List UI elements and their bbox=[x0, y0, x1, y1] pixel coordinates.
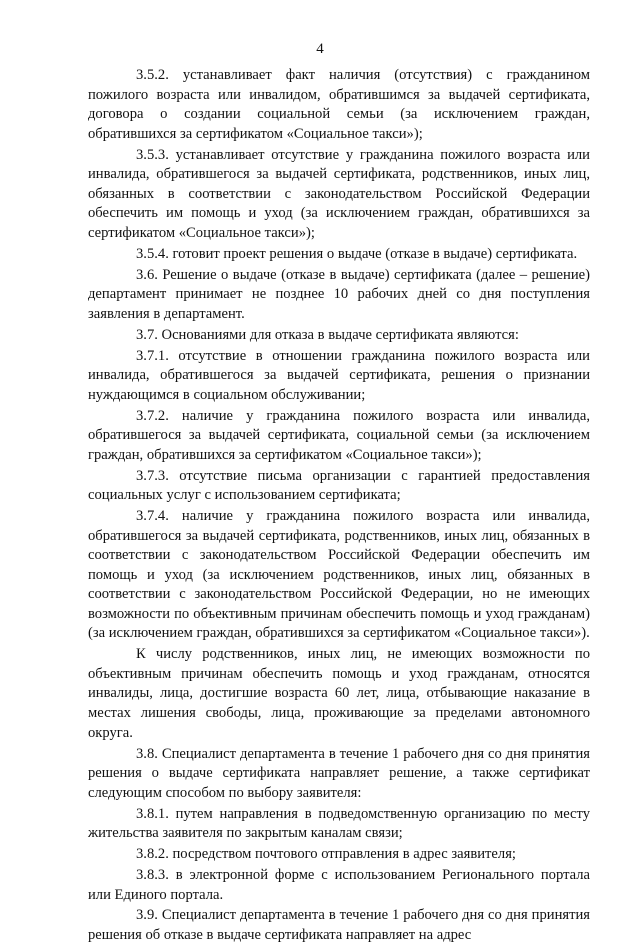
paragraph-3-8-2: 3.8.2. посредством почтового отправления в адрес заявителя; bbox=[136, 846, 516, 863]
paragraph-3-7-2: 3.7.2. наличие у гражданина пожилого возраста или инвалида, обратившегося за выдачей сертификата, социальной семьи (за исключением граждан, обратившихся за сертификатом «Социальное такси»); bbox=[88, 407, 590, 463]
paragraph-3-7-4: 3.7.4. наличие у гражданина пожилого возраста или инвалида, обратившегося за выдачей сертификата, родственников, иных лиц, обязанных в соответствии с законодательством Российской Федерации обеспечить им помощь и уход (за исключением родственников, иных лиц, обязанных в соответствии с законодательством Российской Федерации, но не имеющих возможности по объективным причинам обеспечить помощь и уход гражданам) (за исключением граждан, обратившихся за сертификатом «Социальное такси»). bbox=[88, 508, 590, 642]
paragraph-3-8: 3.8. Специалист департамента в течение 1 рабочего дня со дня принятия решения о выдаче сертификата направляет решение, а также сертификат следующим способом по выбору заявителя: bbox=[88, 745, 590, 801]
paragraph-3-8-1: 3.8.1. путем направления в подведомственную организацию по месту жительства заявителя по закрытым каналам связи; bbox=[88, 805, 590, 842]
paragraph-3-7-3: 3.7.3. отсутствие письма организации с гарантией предоставления социальных услуг с использованием сертификата; bbox=[88, 467, 590, 504]
paragraph-3-5-3: 3.5.3. устанавливает отсутствие у гражданина пожилого возраста или инвалида, обратившегося за выдачей сертификата, родственников, иных лиц, обязанных в соответствии с законодательством Российской Федерации обеспечить им помощь и уход (за исключением граждан, обратившихся за сертификатом «Социальное такси»); bbox=[88, 146, 590, 241]
paragraph-3-5-2: 3.5.2. устанавливает факт наличия (отсутствия) с гражданином пожилого возраста или инвалидом, обратившимся за выдачей сертификата, договора о создании социальной семьи (за исключением граждан, обратившихся за сертификатом «Социальное такси»); bbox=[88, 67, 590, 142]
paragraph-3-5-4: 3.5.4. готовит проект решения о выдаче (отказе в выдаче) сертификата. bbox=[136, 245, 578, 262]
paragraph-3-9: 3.9. Специалист департамента в течение 1 рабочего дня со дня принятия решения об отказе в выдаче сертификата направляет на адрес bbox=[88, 907, 590, 943]
paragraph-3-7: 3.7. Основаниями для отказа в выдаче сертификата являются: bbox=[136, 326, 519, 343]
page-number: 4 bbox=[316, 41, 324, 57]
paragraph-3-6: 3.6. Решение о выдаче (отказе в выдаче) сертификата (далее – решение) департамент принимает не позднее 10 рабочих дней со дня поступления заявления в департамент. bbox=[88, 266, 590, 322]
document-body bbox=[88, 66, 590, 947]
paragraph-relatives-note: К числу родственников, иных лиц, не имеющих возможности по объективным причинам обеспечить помощь и уход гражданам, относятся инвалиды, лица, достигшие возраста 60 лет, лица, отбывающие наказание в местах лишения свободы, лица, проживающие за пределами автономного округа. bbox=[88, 646, 590, 741]
paragraph-3-8-3: 3.8.3. в электронной форме с использованием Регионального портала или Единого портала. bbox=[88, 866, 590, 903]
paragraph-3-7-1: 3.7.1. отсутствие в отношении гражданина пожилого возраста или инвалида, обратившегося за выдачей сертификата, решения о признании нуждающимся в социальном обслуживании; bbox=[88, 347, 590, 403]
